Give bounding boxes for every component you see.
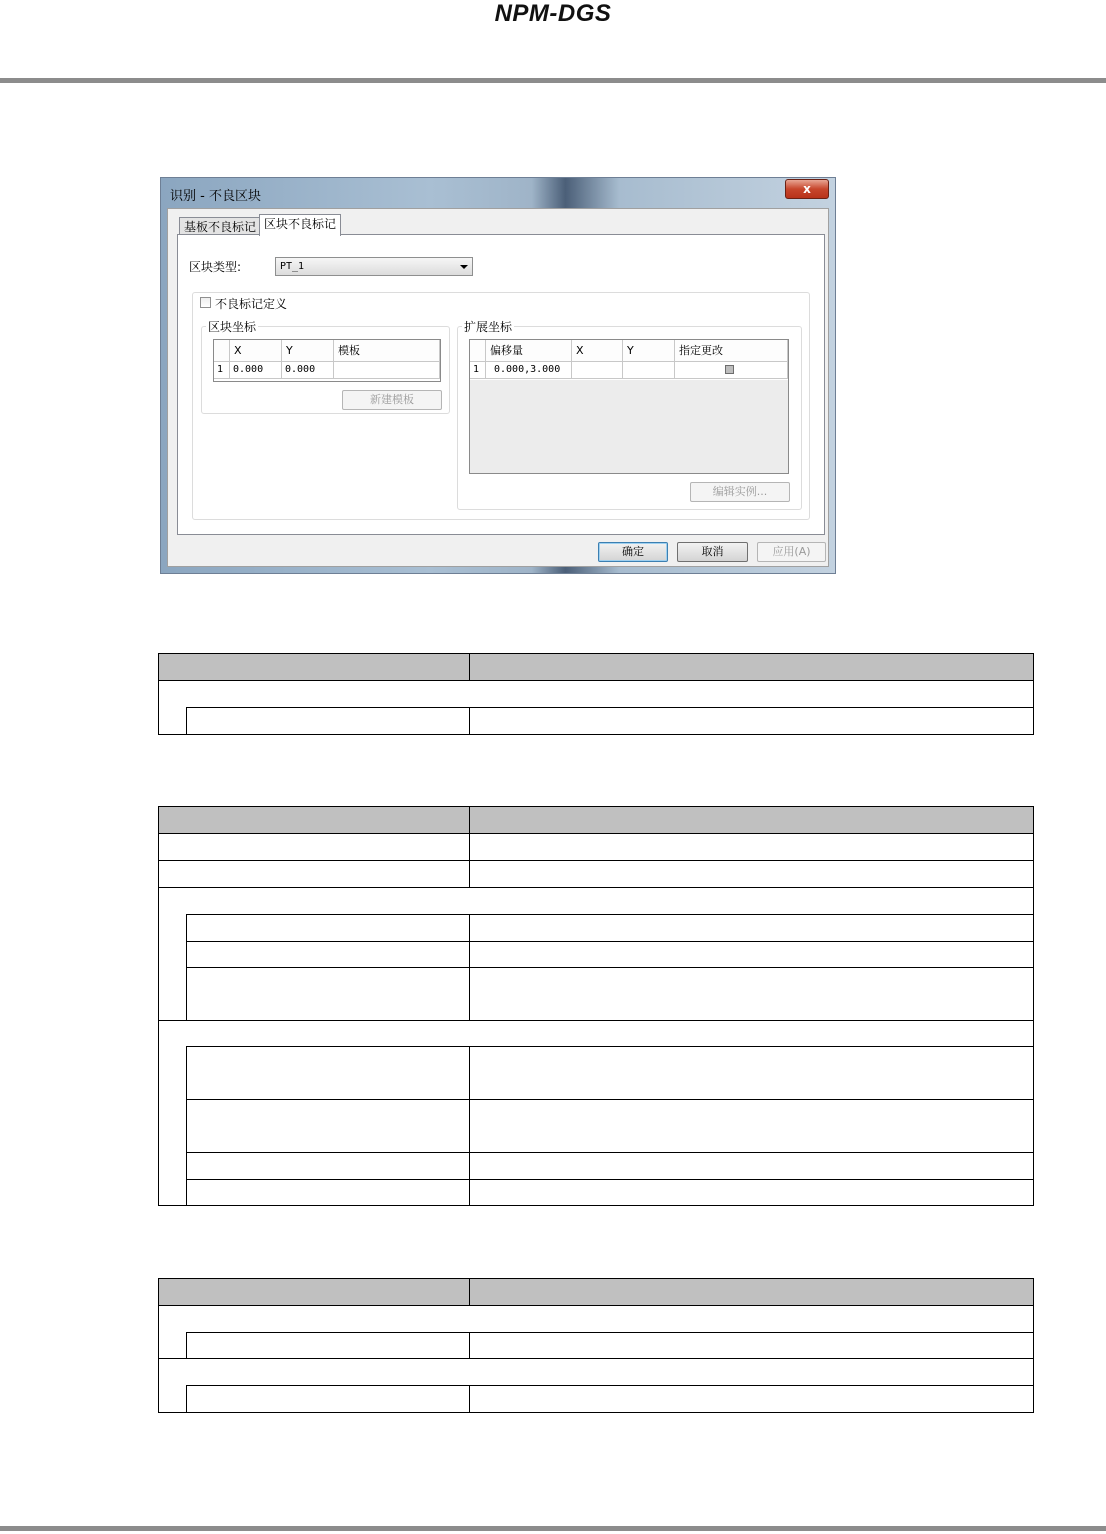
defect-mark-checkbox-label: 不良标记定义 (215, 297, 288, 311)
table-divider (469, 1278, 470, 1306)
document-header-title: NPM-DGS (494, 0, 612, 27)
table-divider (469, 1385, 470, 1413)
table-row-line (186, 1385, 1034, 1386)
block-type-select[interactable] (275, 257, 473, 276)
grid-corner (214, 340, 230, 362)
table-indent (186, 1332, 187, 1359)
table-bottom (158, 1412, 1034, 1413)
ok-button[interactable]: 确定 (598, 542, 668, 562)
table-divider (469, 707, 470, 735)
table-3 (158, 1278, 1034, 1413)
col-header-offset: 偏移量 (486, 340, 572, 362)
table-row-line (158, 860, 1034, 861)
cell-x[interactable]: 0.000 (230, 362, 282, 379)
table-header-row (158, 1278, 1034, 1306)
table-indent (186, 707, 187, 735)
block-type-label: 区块类型: (189, 260, 242, 274)
cell-y[interactable] (623, 362, 675, 379)
cell-x[interactable] (572, 362, 623, 379)
table-row-line (186, 1152, 1034, 1153)
tab-board-defect-mark[interactable]: 基板不良标记 (179, 217, 261, 235)
table-row-line (186, 1046, 1034, 1047)
col-header-template: 模板 (334, 340, 440, 362)
ext-coord-group-title: 扩展坐标 (464, 320, 513, 334)
table-row-line (186, 941, 1034, 942)
tab-block-defect-mark[interactable]: 区块不良标记 (259, 214, 341, 236)
table-row-line (186, 914, 1034, 915)
footer-rule (0, 1526, 1106, 1531)
table-bottom (158, 734, 1034, 735)
grid-corner (470, 340, 486, 362)
col-header-x: X (572, 340, 623, 362)
table-divider (469, 1332, 470, 1359)
col-header-y: Y (282, 340, 334, 362)
table-indent (186, 1385, 187, 1413)
table-row-line (158, 1020, 1034, 1021)
table-indent (186, 1046, 187, 1206)
table-row-line (158, 1358, 1034, 1359)
table-row-line (158, 887, 1034, 888)
ext-coord-grid[interactable] (469, 339, 789, 474)
grid-empty-area (470, 380, 788, 473)
cell-offset[interactable]: 0.000,3.000 (486, 362, 572, 379)
table-header-row (158, 806, 1034, 834)
table-border (158, 681, 159, 735)
col-header-specify-change: 指定更改 (675, 340, 788, 362)
tab-panel (177, 234, 825, 535)
cell-y[interactable]: 0.000 (282, 362, 334, 379)
table-2 (158, 806, 1034, 1206)
close-button[interactable]: x (785, 179, 829, 199)
chevron-down-icon (460, 265, 468, 269)
apply-button[interactable]: 应用(A) (757, 542, 826, 562)
table-row-line (186, 707, 1034, 708)
dialog-title: 识别 - 不良区块 (170, 189, 261, 204)
table-bottom (158, 1205, 1034, 1206)
table-border (158, 1306, 159, 1413)
row-index: 1 (214, 362, 230, 379)
cell-template[interactable] (334, 362, 440, 379)
table-divider (469, 834, 470, 888)
table-row-line (186, 1332, 1034, 1333)
table-border (1033, 1306, 1034, 1413)
new-template-button[interactable]: 新建模板 (342, 390, 442, 410)
table-border (1033, 681, 1034, 735)
table-divider (469, 1046, 470, 1206)
table-row-line (186, 1099, 1034, 1100)
table-divider (469, 653, 470, 681)
row-index: 1 (470, 362, 486, 379)
block-coord-grid[interactable] (213, 339, 441, 382)
block-coord-group-title: 区块坐标 (208, 320, 257, 334)
edit-instance-button[interactable]: 编辑实例... (690, 482, 790, 502)
table-divider (469, 806, 470, 834)
cell-specify-change (675, 362, 788, 379)
specify-change-checkbox[interactable] (725, 365, 734, 374)
dialog-client (167, 208, 829, 567)
defect-mark-checkbox[interactable] (200, 297, 211, 308)
table-header-row (158, 653, 1034, 681)
table-row-line (186, 1179, 1034, 1180)
col-header-x: X (230, 340, 282, 362)
table-row-line (186, 967, 1034, 968)
header-rule (0, 78, 1106, 83)
cancel-button[interactable]: 取消 (677, 542, 748, 562)
col-header-y: Y (623, 340, 675, 362)
recognition-dialog (160, 177, 836, 574)
block-type-value: PT_1 (280, 261, 305, 272)
table-1 (158, 653, 1034, 735)
